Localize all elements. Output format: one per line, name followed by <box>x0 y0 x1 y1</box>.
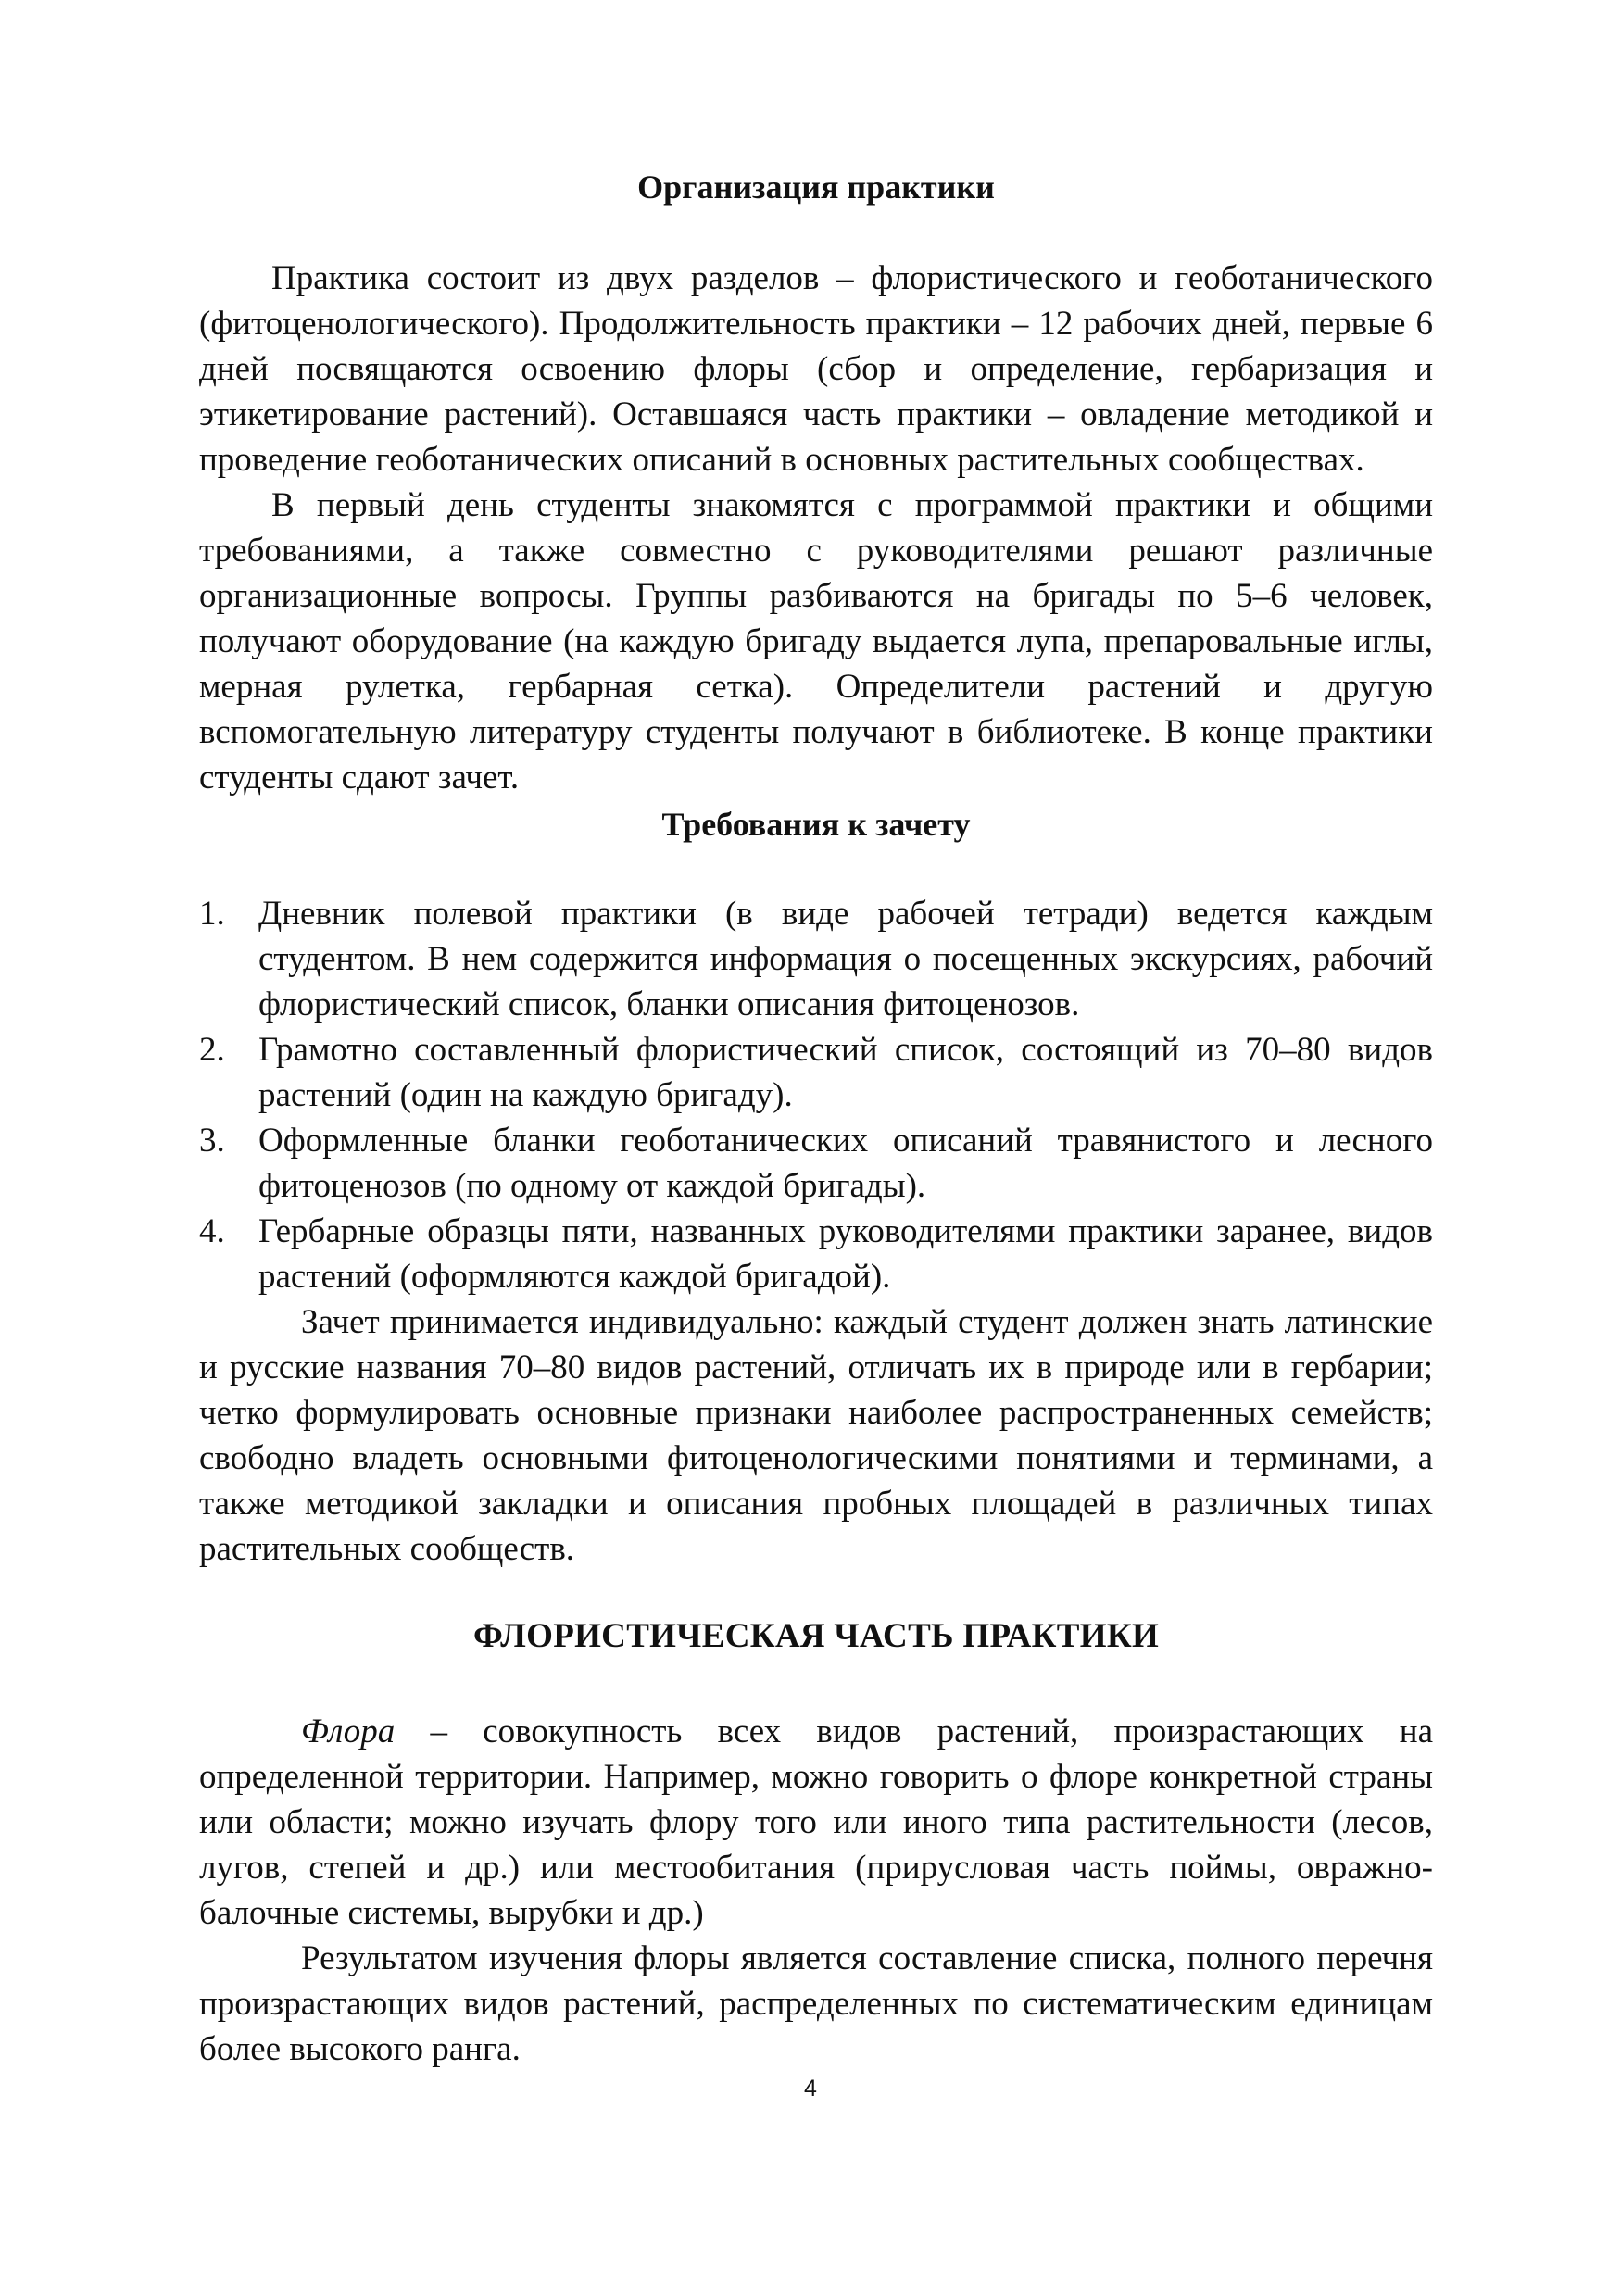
section-title-floristic: ФЛОРИСТИЧЕСКАЯ ЧАСТЬ ПРАКТИКИ <box>472 1617 1160 1655</box>
paragraph-flora-study-result: Результатом изучения флоры является составление списка, полного перечня произрастающих видов растений, распределенных по систематическим единицам более высокого ранга. <box>199 1939 1433 2068</box>
list-item-text: Гербарные образцы пяти, названных руководителями практики заранее, видов растений (оформляются каждой бригадой). <box>258 1212 1433 1296</box>
definition-text: – совокупность всех видов растений, произрастающих на определенной территории. Например, можно говорить о флоре конкретной страны или области; можно изучать флору того или иного типа растительности (лесов, лугов, степей и др.) или местообитания (прирусловая часть поймы, овражно-балочные системы, вырубки и др.) <box>199 1713 1433 1932</box>
list-item-text: Грамотно составленный флористический список, состоящий из 70–80 видов растений (один на каждую бригаду). <box>258 1031 1433 1114</box>
list-item-text: Оформленные бланки геоботанических описаний травянистого и лесного фитоценозов (по одному от каждой бригады). <box>258 1122 1433 1205</box>
paragraph-practice-structure: Практика состоит из двух разделов – флористического и геоботанического (фитоценологического). Продолжительность практики – 12 рабочих дней, первые 6 дней посвящаются освоению флоры (сбор и определение, гербаризация и этикетирование растений). Оставшаяся часть практики – овладение методикой и проведение геоботанических описаний в основных растительных сообществах. <box>199 259 1433 479</box>
list-item-number: 4. <box>199 1212 225 1250</box>
list-item-text: Дневник полевой практики (в виде рабочей тетради) ведется каждым студентом. В нем содержится информация о посещенных экскурсиях, рабочий флористический список, бланки описания фитоценозов. <box>258 895 1433 1023</box>
term-flora: Флора <box>301 1713 396 1750</box>
paragraph-credit-conditions: Зачет принимается индивидуально: каждый студент должен знать латинские и русские названия 70–80 видов растений, отличать их в природе или в гербарии; четко формулировать основные признаки наиболее распространенных семейств; свободно владеть основными фитоценологическими понятиями и терминами, а также методикой закладки и описания пробных площадей в различных типах растительных сообществ. <box>199 1303 1433 1568</box>
requirements-list <box>199 891 1433 1299</box>
list-item <box>199 1118 1433 1209</box>
paragraph-flora-definition <box>199 1709 1433 1936</box>
list-item-number: 1. <box>199 895 225 933</box>
section-title-organization: Организация практики <box>637 169 995 206</box>
page-content <box>199 157 1433 2072</box>
section-title-requirements: Требования к зачету <box>661 806 971 843</box>
paragraph-first-day: В первый день студенты знакомятся с программой практики и общими требованиями, а также совместно с руководителями решают различные организационные вопросы. Группы разбиваются на бригады по 5–6 человек, получают оборудование (на каждую бригаду выдается лупа, препаровальные иглы, мерная рулетка, гербарная сетка). Определители растений и другую вспомогательную литературу студенты получают в библиотеке. В конце практики студенты сдают зачет. <box>199 486 1433 797</box>
page-number: 4 <box>804 2076 817 2102</box>
list-item-number: 3. <box>199 1122 225 1160</box>
list-item <box>199 1209 1433 1299</box>
list-item-number: 2. <box>199 1031 225 1069</box>
list-item <box>199 891 1433 1027</box>
list-item <box>199 1027 1433 1118</box>
